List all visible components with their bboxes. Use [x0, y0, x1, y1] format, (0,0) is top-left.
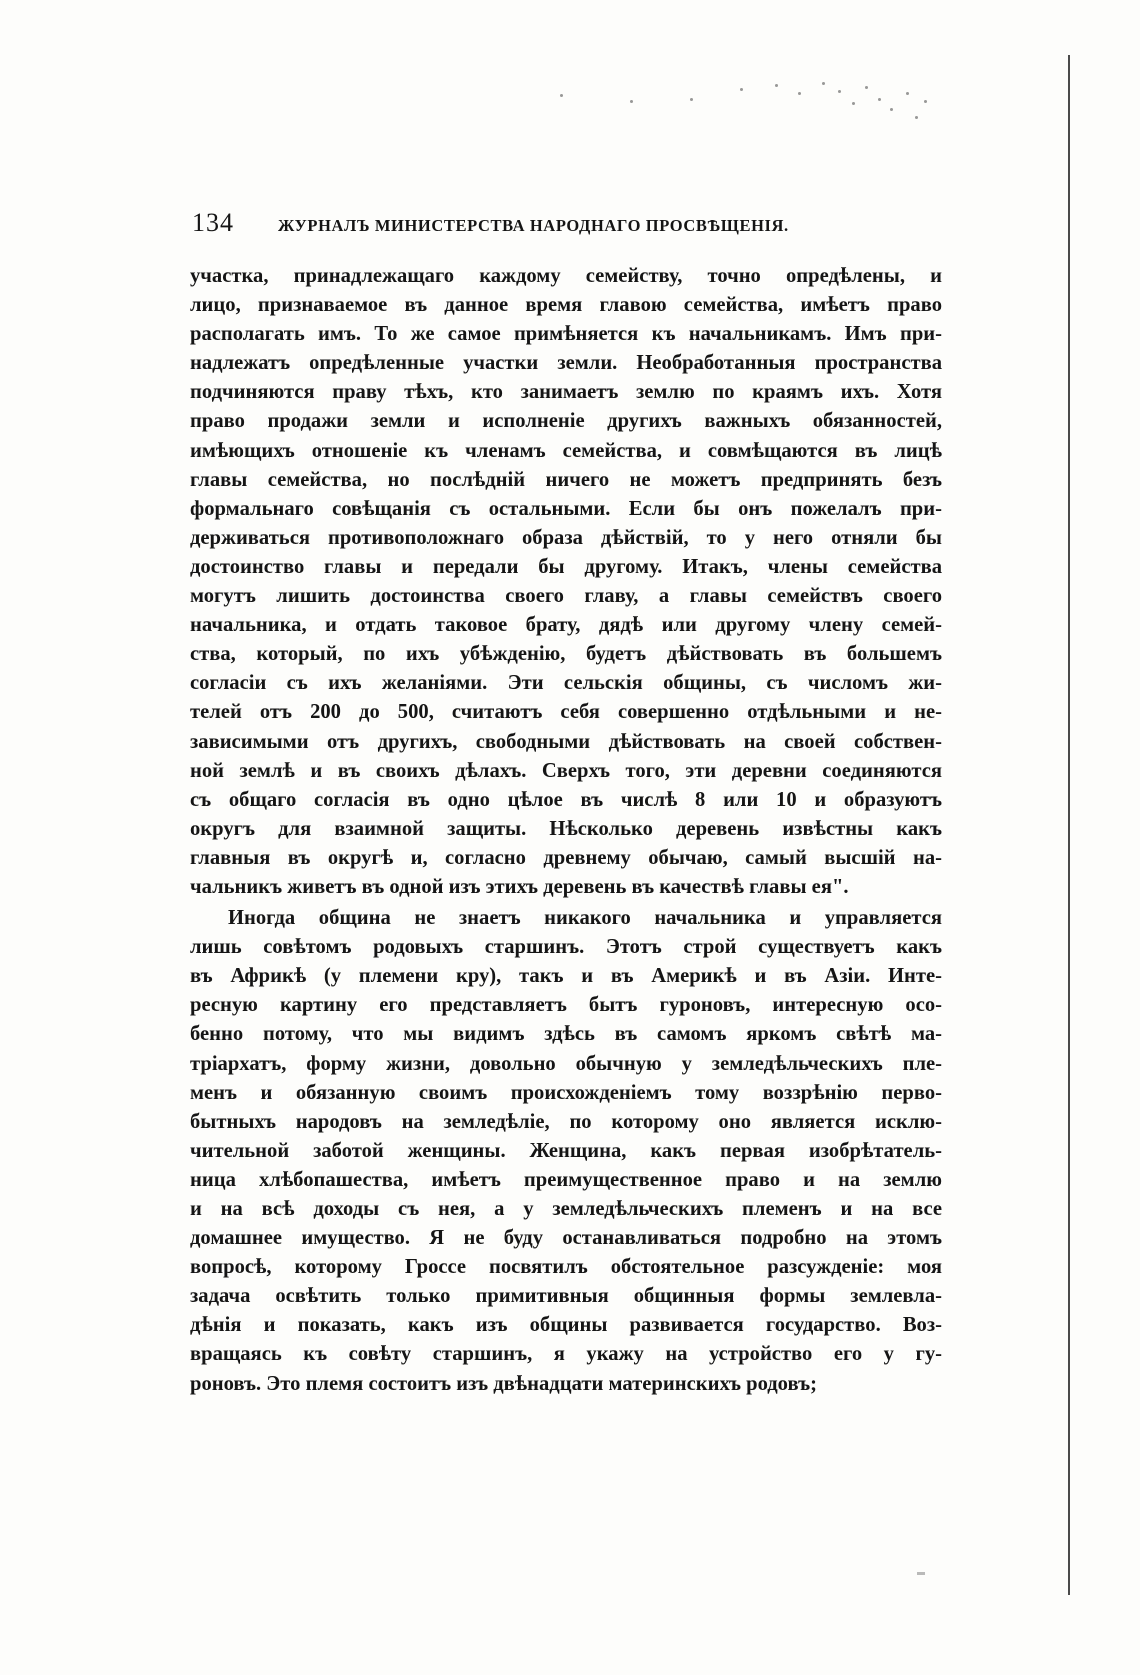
- text-line: лицо, признаваемое въ данное время главою семейства, имѣетъ право: [190, 294, 942, 317]
- text-line: участка, принадлежащаго каждому семейству, точно опредѣлены, и: [190, 265, 942, 287]
- text-line: роновъ. Это племя состоитъ изъ двѣнадцати материнскихъ родовъ;: [190, 1372, 817, 1395]
- text-line: тріархатъ, форму жизни, довольно обычную у земледѣльческихъ пле-: [190, 1052, 942, 1075]
- text-line: вращаясь къ совѣту старшинъ, я укажу на устройство его у гу-: [190, 1343, 942, 1366]
- text-line: съ общаго согласія въ одно цѣлое въ числѣ 8 или 10 и образуютъ: [190, 788, 942, 811]
- text-line: достоинство главы и передали бы другому. Итакъ, члены семейства: [190, 555, 942, 578]
- text-line: вопросѣ, которому Гроссе посвятилъ обстоятельное разсужденіе: моя: [190, 1256, 942, 1279]
- scan-specks: [560, 80, 980, 140]
- page-number: 134: [192, 208, 234, 237]
- text-line: надлежатъ опредѣленные участки земли. Необработанныя пространства: [190, 352, 942, 375]
- page-header: [192, 208, 952, 244]
- page-edge-line: [1068, 55, 1070, 1595]
- text-line: подчиняются праву тѣхъ, кто занимаетъ землю по краямъ ихъ. Хотя: [190, 381, 942, 404]
- text-line: ресную картину его представляетъ бытъ гуроновъ, интересную осо-: [190, 994, 942, 1017]
- text-line: начальника, и отдать таковое брату, дядѣ или другому члену семей-: [190, 614, 942, 637]
- text-line: имѣющихъ отношеніе къ членамъ семейства, и совмѣщаются въ лицѣ: [190, 439, 942, 462]
- text-line: дѣнія и показать, какъ изъ общины развивается государство. Воз-: [190, 1314, 942, 1337]
- text-line: располагать имъ. То же самое примѣняется къ начальникамъ. Имъ при-: [190, 323, 942, 346]
- text-line: главныя въ округѣ и, согласно древнему обычаю, самый высшій на-: [190, 846, 942, 869]
- text-line: зависимыми отъ другихъ, свободными дѣйствовать на своей собствен-: [190, 730, 942, 753]
- text-line: бенно потому, что мы видимъ здѣсь въ самомъ яркомъ свѣтѣ ма-: [190, 1023, 942, 1046]
- text-line: ница хлѣбопашества, имѣетъ преимущественное право и на землю: [190, 1168, 942, 1191]
- text-line: формальнаго совѣщанія съ остальными. Если бы онъ пожелалъ при-: [190, 497, 942, 520]
- text-line: бытныхъ народовъ на земледѣліе, по которому оно является исклю-: [190, 1110, 942, 1133]
- text-line: главы семейства, но послѣдній ничего не можетъ предпринять безъ: [190, 468, 942, 491]
- text-line: чительной заботой женщины. Женщина, какъ первая изобрѣтатель-: [190, 1139, 942, 1162]
- text-line: держиваться противоположнаго образа дѣйствій, то у него отняли бы: [190, 526, 942, 549]
- text-line: ной землѣ и въ своихъ дѣлахъ. Сверхъ того, эти деревни соединяются: [190, 759, 942, 782]
- text-line: и на всѣ доходы съ нея, а у земледѣльческихъ племенъ и на все: [190, 1198, 942, 1220]
- text-line: менъ и обязанную своимъ происхожденіемъ тому воззрѣнію перво-: [190, 1081, 942, 1104]
- text-line: въ Африкѣ (у племени кру), такъ и въ Америкѣ и въ Азіи. Инте-: [190, 965, 942, 988]
- body-text: [190, 262, 942, 1399]
- text-line: могутъ лишить достоинства своего главу, а главы семействъ своего: [190, 585, 942, 608]
- text-line: домашнее имущество. Я не буду останавливаться подробно на этомъ: [190, 1227, 942, 1250]
- text-line: согласіи съ ихъ желаніями. Эти сельскія общины, съ числомъ жи-: [190, 672, 942, 695]
- text-line: чальникъ живетъ въ одной изъ этихъ деревень въ качествѣ главы ея".: [190, 875, 849, 898]
- text-line: задача освѣтить только примитивныя общинныя формы землевла-: [190, 1285, 942, 1308]
- scan-smudge: [917, 1572, 925, 1575]
- paragraph: [190, 262, 942, 902]
- text-line: право продажи земли и исполненіе другихъ важныхъ обязанностей,: [190, 410, 942, 433]
- text-line: Иногда община не знаетъ никакого начальника и управляется: [228, 907, 942, 930]
- text-line: лишь совѣтомъ родовыхъ старшинъ. Этотъ строй существуетъ какъ: [190, 936, 942, 959]
- text-line: телей отъ 200 до 500, считаютъ себя совершенно отдѣльными и не-: [190, 701, 942, 724]
- paragraph: [190, 904, 942, 1399]
- running-head: ЖУРНАЛЪ МИНИСТЕРСТВА НАРОДНАГО ПРОСВѢЩЕНІЯ.: [278, 216, 789, 235]
- text-line: ства, который, по ихъ убѣжденію, будетъ дѣйствовать въ большемъ: [190, 643, 942, 666]
- text-line: округъ для взаимной защиты. Нѣсколько деревень извѣстны какъ: [190, 817, 942, 840]
